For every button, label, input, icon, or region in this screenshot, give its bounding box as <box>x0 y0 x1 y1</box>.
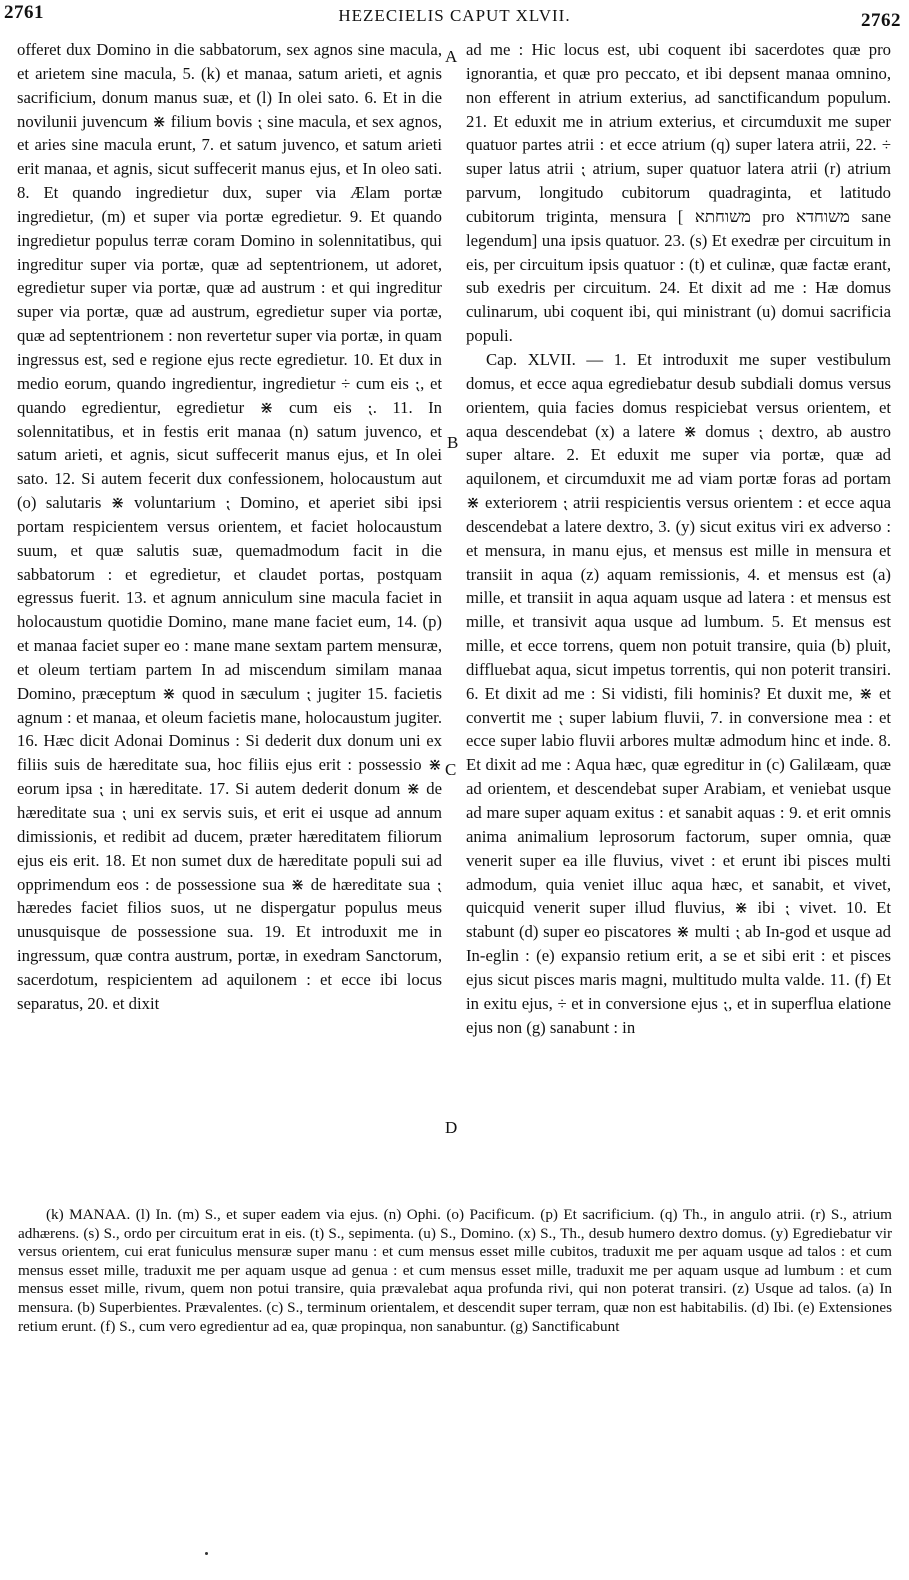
page-number-right: 2762 <box>861 10 901 31</box>
right-column-paragraph-2: Cap. XLVII. — 1. Et introduxit me super vestibulum domus, et ecce aqua egrediebatur desub subdiali domus versus orientem, quia facies domus respiciebat versus orientem, et aqua descendebat (x) a latere ⋇ domus ⁏ dextro, ab austro super altare. 2. Et eduxit me super via portæ, quæ ad aquilonem, et circumduxit me ad viam portæ foras ad portam ⋇ exteriorem ⁏ atrii respicientis versus orientem : et ecce aqua descendebat a latere dextro, 3. (y) sicut exitus viri ex adverso : et mensura, in manu ejus, et mensus est mille in mensura et transiit in aqua (z) aquam remissionis, 4. et mensus est (a) mille, et transiit in aqua aquam usque ad latera : et mensus est mille, et transivit aqua usque ad lumbum. 5. Et mensus est mille, et ecce torrens, quem non potuit transire, quia (b) pluit, diffluebat aqua, sicut impetus torrentis, qui non poterit transiri. 6. Et dixit ad me : Si vidisti, fili hominis? Et duxit me, ⋇ et convertit me ⁏ super labium fluvii, 7. in conversione mea : et ecce super labio fluvii arbores multæ admodum hinc et inde. 8. Et dixit ad me : Aqua hæc, quæ egreditur in (c) Galilæam, quæ ad orientem, et descendebat super Arabiam, et veniebat usque ad mare super aquam exitus : et sanabit aquas : 9. et erit omnis anima animalium leprosorum factorum, super omnia, quæ venerit super ea ille fluvius, vivet : et erunt ibi pisces multi admodum, quia veniet illuc aqua hæc, et sanabit, et vivet, quicquid venerit super illud fluvius, ⋇ ibi ⁏ vivet. 10. Et stabunt (d) super eo piscatores ⋇ multi ⁏ ab In-god et usque ad In-eglin : (e) expansio retium erit, a se et sibi erit : et pisces ejus sicut pisces maris magni, multitudo multa valde. 11. (f) Et in exitu ejus, ÷ et in conversione ejus ⁏, et in superflua elatione ejus non (g) sanabunt : in <box>466 349 891 1037</box>
margin-marker-d: D <box>445 1118 458 1137</box>
left-column <box>17 38 442 1190</box>
stray-dot <box>205 1552 208 1555</box>
right-column <box>466 38 891 1190</box>
margin-marker-a: A <box>445 47 458 66</box>
margin-marker-b: B <box>447 433 459 452</box>
page-header <box>0 0 909 40</box>
left-column-text: offeret dux Domino in die sabbatorum, sex agnos sine macula, et arietem sine macula, 5. (k) et manaa, satum arieti, et agnis sacrificium, donum manus suæ, et (l) In olei sato. 6. Et in die novilunii juvencum ⋇ filium bovis ⁏ sine macula, et sex agnos, et aries sine macula erunt, 7. et satum juvenco, et satum arieti erit manaa, et agnis, sicut suffecerit manus ejus, et In oleo sati. 8. Et quando ingredietur dux, super via Ælam portæ ingredietur, (m) et super via portæ egredietur. 9. Et quando ingredietur populus terræ coram Domino in solennitatibus, qui ingreditur super via portæ, quæ ad septentrionem, ut adoret, egredietur super via portæ, quæ ad austrum : et qui ingreditur super via portæ, quæ ad austrum, egredietur super via portæ, quæ ad septentrionem : non revertetur super via portæ, in quam ingressus est, sed e regione ejus recte egredietur. 10. Et dux in medio eorum, quando ingredientur, ingredietur ÷ cum eis ⁏, et quando egredientur, egredietur ⋇ cum eis ⁏. 11. In solennitatibus, et in festis erit manaa (n) satum juvenco, et satum arieti, et agnis, sicut suffecerit manus ejus, et In olei sato. 12. Si autem fecerit dux confessionem, holocaustum aut (o) salutaris ⋇ voluntarium ⁏ Domino, et aperiet sibi ipsi portam respicientem versus orientem, et faciet holocaustum suum, et quæ salutis suæ, quemadmodum facit in die sabbatorum : et egredietur, et claudet portas, postquam egressus fuerit. 13. et agnum anniculum sine macula faciet in holocaustum quotidie Domino, mane mane faciet eum, 14. (p) et manaa faciet super eo : mane mane sextam partem mensuræ, et oleum tertiam partem In ad miscendum similam manaa Domino, præceptum ⋇ quod in sæculum ⁏ jugiter 15. facietis agnum : et manaa, et oleum facietis mane, holocaustum jugiter. 16. Hæc dicit Adonai Dominus : Si dederit dux donum uni ex filiis suis de hæreditate sua, hoc filiis ejus erit : possessio ⋇ eorum ipsa ⁏ in hæreditate. 17. Si autem dederit donum ⋇ de hæreditate sua ⁏ uni ex servis suis, et erit ei usque ad annum dimissionis, et redibit ad ducem, præter hæreditatem filiorum ejus eis erit. 18. Et non sumet dux de hæreditate populi sui ad opprimendum eos : de possessione sua ⋇ de hæreditate sua ⁏ hæredes faciet filios suos, ut ne dispergatur populus meus unusquisque de possessione sua. 19. Et introduxit me in ingressum, quæ contra austrum, portæ, in exedram Sanctorum, sacerdotum, respicientem ad aquilonem : et ecce ibi locus separatus, 20. et dixit <box>17 40 442 1013</box>
footnotes-text: (k) MANAA. (l) In. (m) S., et super eadem via ejus. (n) Ophi. (o) Pacificum. (p) Et sacrificium. (q) Th., in angulo atrii. (r) S., atrium adhærens. (s) S., ordo per circuitum erat in eis. (t) S., sepimenta. (u) S., Domino. (x) S., Th., desub humero dextro domus. (y) Egrediebatur vir versus orientem, cui erat funiculus mensuræ super manu : et cum mensus esset mille cubitos, traduxit me per aquam usque ad talos : et cum mensus esset mille, traduxit me per aquam usque ad genua : et cum mensus esset mille, traduxit me per aquam usque ad lumbum : et cum mensus esset mille, rivum, quem non potui transire, quia prævalebat aqua profunda rivi, qui non poterat transiri. (z) Usque ad talos. (a) In mensura. (b) Superbientes. Prævalentes. (c) S., terminum orientalem, et descendit super terram, quæ non est habitabilis. (d) Ibi. (e) Extensiones retium erunt. (f) S., cum vero egredientur ad ea, quæ propinqua, non sanabuntur. (g) Sanctificabunt <box>18 1206 892 1335</box>
footnotes <box>18 1206 892 1336</box>
page-number-left: 2761 <box>4 2 44 23</box>
margin-marker-c: C <box>445 760 457 779</box>
right-column-paragraph-1: ad me : Hic locus est, ubi coquent ibi sacerdotes quæ pro ignorantia, et quæ pro peccato, et ibi depsent manaa omnino, non efferent in atrium exterius, ad sanctificandum populum. 21. Et eduxit me in atrium exterius, et circumduxit me super quatuor partes atrii : et ecce atrium (q) super latera atrii, 22. ÷ super latus atrii ⁏ atrium, super quatuor latera atrii (r) atrium parvum, longitudo cubitorum quadraginta, et latitudo cubitorum triginta, mensura [ משוחתא pro משוחדא sane legendum] una ipsis quatuor. 23. (s) Et exedræ per circuitum in eis, per circuitum ipsis quatuor : (t) et culinæ, quæ factæ erant, sub exedris per circuitum. 24. Et dixit ad me : Hæ domus culinarum, ubi coquent ibi, qui ministrant (u) domui sacrificia populi. <box>466 40 891 346</box>
running-title: HEZECIELIS CAPUT XLVII. <box>338 6 571 25</box>
